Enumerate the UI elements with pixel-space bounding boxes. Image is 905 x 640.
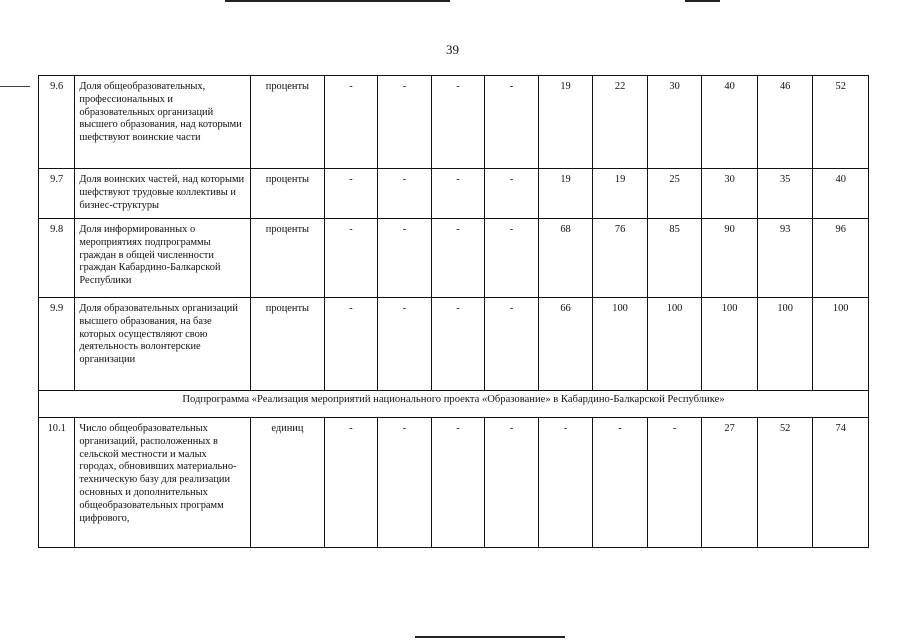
indicator-value: -: [485, 418, 539, 548]
indicator-value: 100: [593, 298, 648, 391]
indicator-value: 74: [813, 418, 869, 548]
indicator-value: 85: [647, 219, 702, 298]
indicator-value: -: [538, 418, 593, 548]
indicator-value: 66: [538, 298, 593, 391]
indicator-value: 52: [813, 76, 869, 169]
indicator-name: Доля информированных о мероприятиях подпрограммы граждан в общей численности граждан Кабардино-Балкарской Республики: [75, 219, 251, 298]
indicator-value: -: [378, 418, 432, 548]
indicator-value: -: [485, 298, 539, 391]
indicator-value: -: [378, 76, 432, 169]
indicator-value: 19: [538, 169, 593, 219]
indicator-name: Доля воинских частей, над которыми шефствуют трудовые коллективы и бизнес-структуры: [75, 169, 251, 219]
indicator-unit: проценты: [251, 169, 325, 219]
indicator-number: 10.1: [39, 418, 75, 548]
indicator-unit: проценты: [251, 298, 325, 391]
indicator-value: 19: [593, 169, 648, 219]
indicator-value: -: [431, 219, 485, 298]
indicator-value: -: [324, 418, 378, 548]
subprogram-title: Подпрограмма «Реализация мероприятий национального проекта «Образование» в Кабардино-Балкарской Республике»: [39, 391, 869, 418]
scan-artifact-bottom: [415, 636, 565, 638]
indicator-value: 46: [757, 76, 813, 169]
indicator-name: Доля образовательных организаций высшего образования, на базе которых осуществляют свою деятельность волонтерские организации: [75, 298, 251, 391]
indicator-value: -: [485, 169, 539, 219]
indicator-value: 52: [757, 418, 813, 548]
indicator-value: -: [324, 298, 378, 391]
indicator-value: 93: [757, 219, 813, 298]
indicator-value: -: [431, 169, 485, 219]
page-number: 39: [446, 42, 459, 57]
indicator-value: 100: [702, 298, 758, 391]
indicator-value: 35: [757, 169, 813, 219]
indicator-value: -: [378, 169, 432, 219]
scan-artifact-top: [225, 0, 450, 2]
indicator-unit: проценты: [251, 219, 325, 298]
indicator-name: Доля общеобразовательных, профессиональных и образовательных организаций высшего образования, над которыми шефствуют воинские части: [75, 76, 251, 169]
table-row: [39, 298, 869, 391]
indicator-value: -: [485, 76, 539, 169]
margin-tick: [0, 86, 30, 87]
scan-artifact-top-right: [685, 0, 720, 2]
indicator-value: 27: [702, 418, 758, 548]
indicator-unit: проценты: [251, 76, 325, 169]
indicator-value: -: [485, 219, 539, 298]
indicator-value: 90: [702, 219, 758, 298]
indicator-value: 100: [813, 298, 869, 391]
indicator-number: 9.9: [39, 298, 75, 391]
indicator-unit: единиц: [251, 418, 325, 548]
table-row: [39, 169, 869, 219]
table-row: [39, 418, 869, 548]
indicator-number: 9.6: [39, 76, 75, 169]
table-row: [39, 76, 869, 169]
indicator-value: 25: [647, 169, 702, 219]
indicator-name: Число общеобразовательных организаций, расположенных в сельской местности и малых городах, обновивших материально-техническую базу для реализации основных и дополнительных общеобразовательных программ цифрового,: [75, 418, 251, 548]
indicator-value: 40: [813, 169, 869, 219]
indicator-number: 9.8: [39, 219, 75, 298]
indicator-value: 22: [593, 76, 648, 169]
indicator-value: -: [324, 169, 378, 219]
indicator-value: -: [324, 76, 378, 169]
indicator-value: -: [431, 418, 485, 548]
indicator-value: 100: [757, 298, 813, 391]
indicator-value: 19: [538, 76, 593, 169]
table-row: [39, 219, 869, 298]
indicator-value: -: [378, 298, 432, 391]
indicator-value: 30: [647, 76, 702, 169]
indicator-number: 9.7: [39, 169, 75, 219]
indicator-value: 30: [702, 169, 758, 219]
indicator-value: 76: [593, 219, 648, 298]
subprogram-header-row: [39, 391, 869, 418]
indicator-value: 40: [702, 76, 758, 169]
indicator-value: -: [593, 418, 648, 548]
indicator-value: 96: [813, 219, 869, 298]
indicator-value: -: [431, 76, 485, 169]
indicator-value: -: [647, 418, 702, 548]
indicator-value: -: [324, 219, 378, 298]
indicators-table: [38, 75, 869, 548]
indicator-value: -: [378, 219, 432, 298]
indicator-value: -: [431, 298, 485, 391]
indicator-value: 68: [538, 219, 593, 298]
indicator-value: 100: [647, 298, 702, 391]
